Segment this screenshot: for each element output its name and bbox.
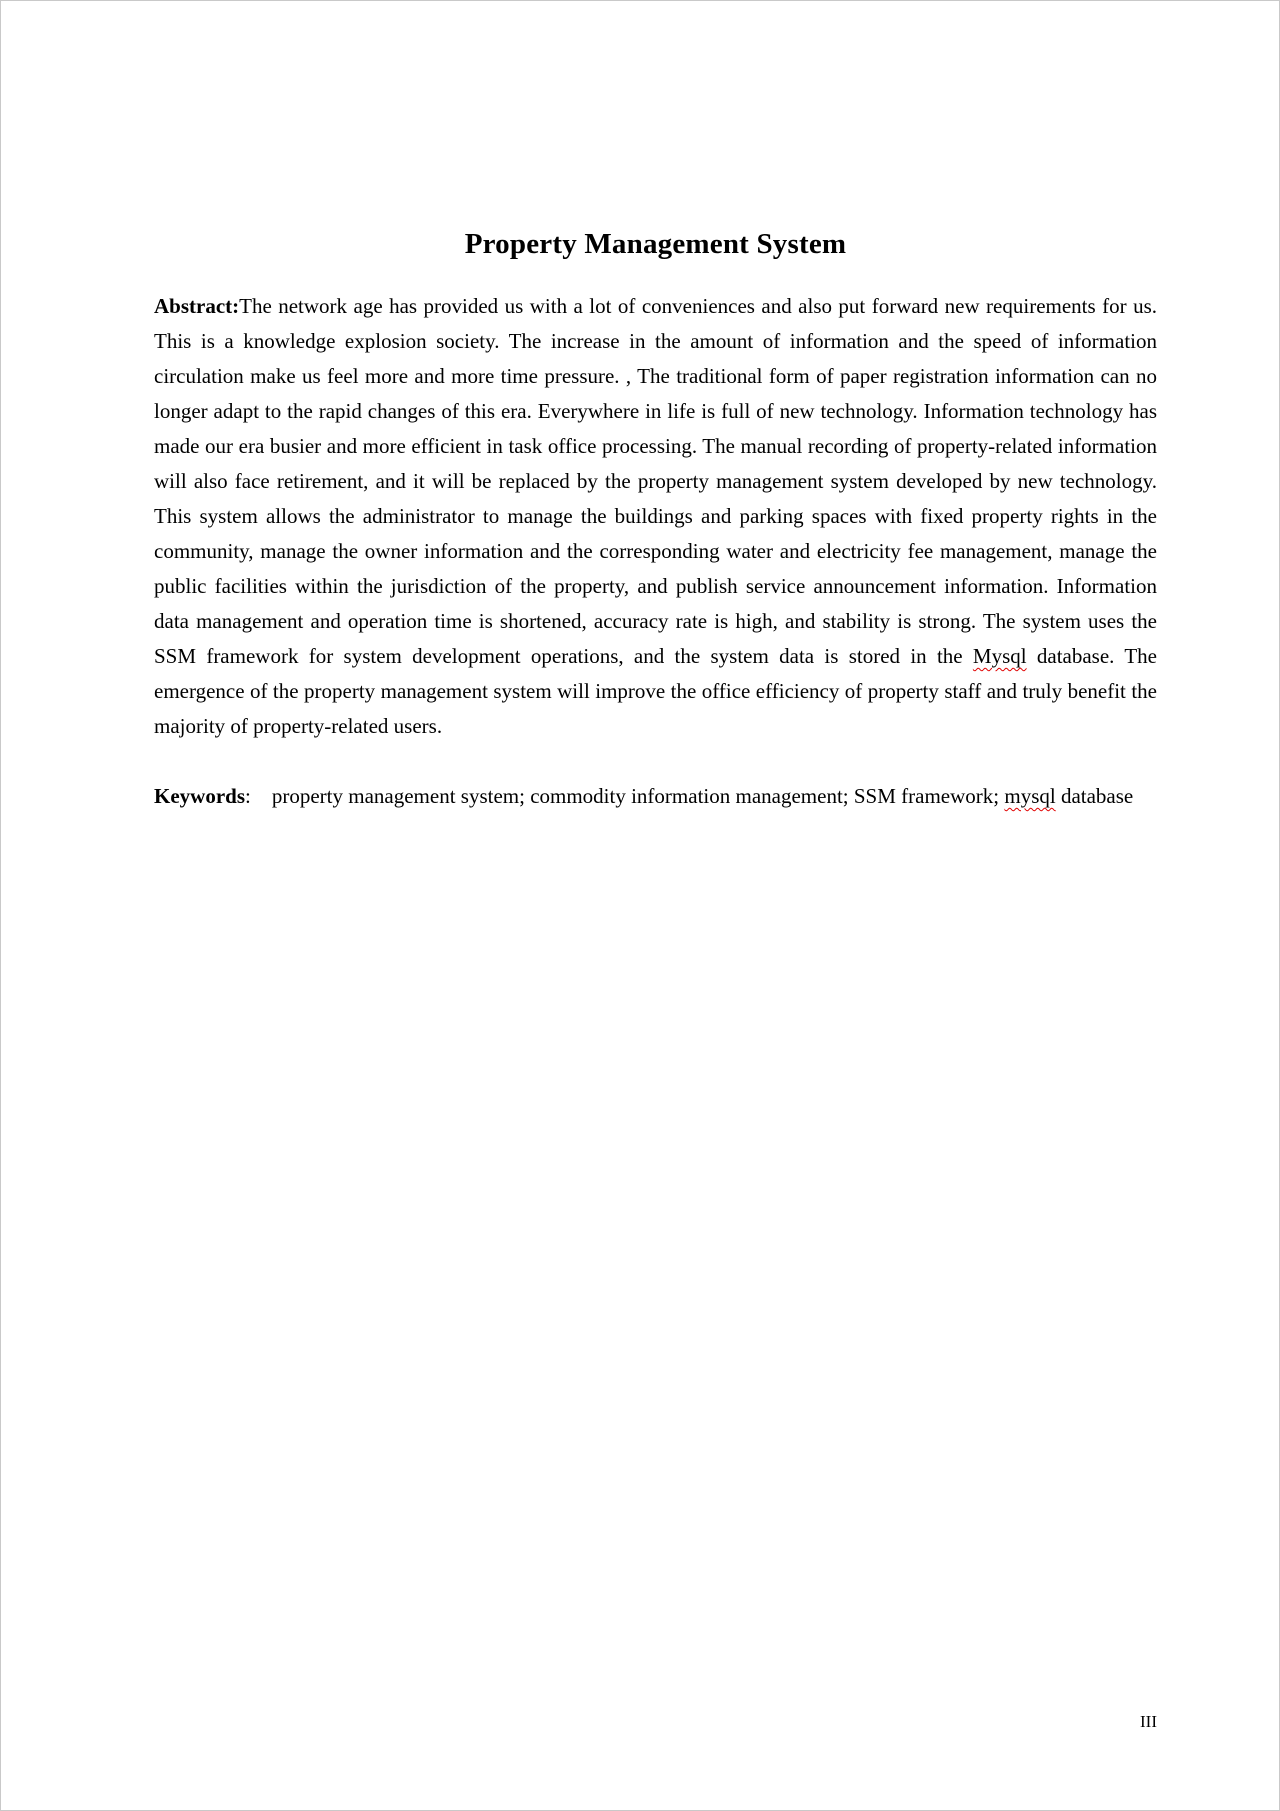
- page-number: III: [1140, 1712, 1157, 1731]
- page-content: [154, 227, 1157, 814]
- keywords-text: property management system; commodity information management; SSM framework;: [271, 784, 1000, 808]
- keywords-text-end: database: [1055, 784, 1134, 808]
- spellcheck-word-mysql-keywords[interactable]: mysql: [1004, 784, 1056, 808]
- keywords-label: Keywords: [154, 784, 245, 808]
- abstract-label: Abstract:: [154, 294, 240, 318]
- abstract-text: The network age has provided us with a lot of conveniences and also put forward new requirements for us. This is a knowledge explosion society. The increase in the amount of information and the speed of information circulation make us feel more and more time pressure. , The traditional form of paper registration information can no longer adapt to the rapid changes of this era. Everywhere in life is full of new technology. Information technology has made our era busier and more efficient in task office processing. The manual recording of property-related information will also face retirement, and it will be replaced by the property management system developed by new technology. This system allows the administrator to manage the buildings and parking spaces with fixed property rights in the community, manage the owner information and the corresponding water and electricity fee management, manage the public facilities within the jurisdiction of the property, and publish service announcement information. Information data management and operation time is shortened, accuracy rate is high, and stability is strong. The system uses the SSM framework for system development operations, and the system data is stored in the: [154, 294, 1157, 668]
- abstract-paragraph: [154, 289, 1157, 744]
- abstract-text-end: database. The emergence of the property management system will improve the office efficiency of property staff and truly benefit the majority of property-related users.: [154, 644, 1157, 738]
- document-title: Property Management System: [464, 228, 847, 260]
- keywords-separator: :: [245, 784, 251, 808]
- spellcheck-word-mysql[interactable]: Mysql: [972, 644, 1027, 668]
- keywords-paragraph: [154, 779, 1157, 814]
